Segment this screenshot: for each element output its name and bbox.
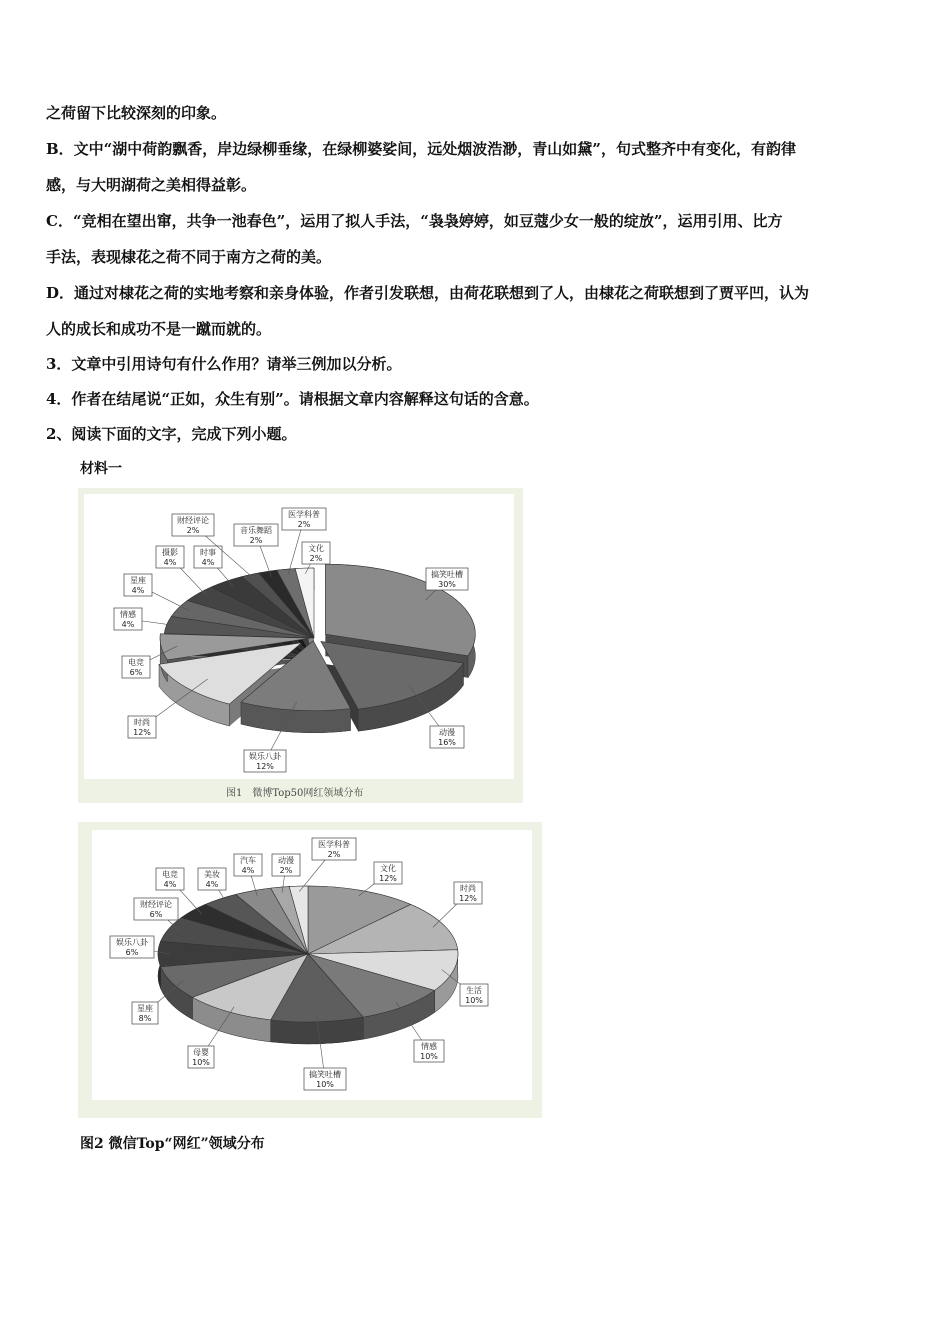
c2-label-value-7: 6% — [125, 948, 139, 957]
c2-label-name-10: 美妆 — [204, 870, 220, 879]
c2-label-name-12: 动漫 — [278, 856, 294, 865]
c2-label-value-4: 10% — [316, 1080, 334, 1089]
c1-label-name-5: 情感 — [120, 610, 136, 619]
c1-label-name-0: 搞笑吐槽 — [431, 570, 463, 579]
weibo-pie-chart — [78, 488, 523, 803]
c2-label-name-7: 娱乐八卦 — [116, 938, 148, 947]
paragraph-4: C．“竞相在望出窜，共争一池春色”，运用了拟人手法，“袅袅婷婷，如豆蔻少女一般的绽放”，运用引用、比方 — [46, 212, 783, 230]
c2-label-name-6: 星座 — [137, 1004, 153, 1013]
c2-label-name-4: 搞笑吐槽 — [309, 1070, 341, 1079]
c1-label-value-4: 6% — [129, 668, 143, 677]
c1-label-name-8: 时事 — [200, 548, 216, 557]
c2-label-name-0: 文化 — [380, 864, 396, 873]
c2-label-value-0: 12% — [379, 874, 397, 883]
c1-label-value-7: 4% — [163, 558, 177, 567]
c2-label-name-2: 生活 — [466, 986, 482, 995]
c1-label-value-1: 16% — [438, 738, 456, 747]
material-label: 材料一 — [80, 461, 122, 477]
c2-label-value-12: 2% — [279, 866, 293, 875]
paragraph-2: B．文中“湖中荷韵飘香，岸边绿柳垂缘，在绿柳婆娑间，远处烟波浩渺，青山如黛”，句式整齐中有变化，有韵律 — [46, 140, 796, 158]
c1-label-name-9: 财经评论 — [177, 516, 209, 525]
c1-label-value-6: 4% — [131, 586, 145, 595]
c2-label-value-3: 10% — [420, 1052, 438, 1061]
c2-label-value-13: 2% — [327, 850, 341, 859]
c1-label-value-3: 12% — [133, 728, 151, 737]
c2-label-value-8: 6% — [149, 910, 163, 919]
c1-label-name-2: 娱乐八卦 — [249, 752, 281, 761]
c2-label-name-8: 财经评论 — [140, 900, 172, 909]
c1-label-value-9: 2% — [186, 526, 200, 535]
figure-2-caption: 图2 微信Top“网红”领域分布 — [80, 1136, 265, 1152]
c1-label-value-5: 4% — [121, 620, 135, 629]
c2-label-name-5: 母婴 — [193, 1048, 209, 1057]
c2-label-value-5: 10% — [192, 1058, 210, 1067]
c1-label-name-11: 医学科普 — [288, 510, 320, 519]
c1-label-name-6: 星座 — [130, 576, 146, 585]
paragraph-10: 2、阅读下面的文字，完成下列小题。 — [46, 425, 297, 443]
c1-label-value-11: 2% — [297, 520, 311, 529]
c1-label-value-2: 12% — [256, 762, 274, 771]
figure-1-caption: 图1 微博Top50网红领域分布 — [226, 788, 364, 799]
c2-label-name-1: 时尚 — [460, 884, 476, 893]
c1-label-name-7: 摄影 — [162, 548, 178, 557]
paragraph-9: 4．作者在结尾说“正如，众生有别”。请根据文章内容解释这句话的含意。 — [46, 390, 539, 408]
c2-label-name-11: 汽车 — [240, 856, 256, 865]
c2-label-name-9: 电竞 — [162, 870, 178, 879]
c2-label-name-3: 情感 — [421, 1042, 437, 1051]
c1-label-value-8: 4% — [201, 558, 215, 567]
c1-label-name-1: 动漫 — [439, 728, 455, 737]
paragraph-7: 人的成长和成功不是一蹴而就的。 — [46, 320, 272, 338]
figure-1 — [78, 488, 523, 803]
c1-label-value-10: 2% — [249, 536, 263, 545]
paragraph-1: 之荷留下比较深刻的印象。 — [46, 104, 227, 122]
c2-label-value-11: 4% — [241, 866, 255, 875]
figure-2 — [78, 822, 542, 1118]
c2-label-name-13: 医学科普 — [318, 840, 350, 849]
c1-label-name-3: 时尚 — [134, 718, 150, 727]
c2-label-value-6: 8% — [138, 1014, 152, 1023]
c1-label-value-0: 30% — [438, 580, 456, 589]
c1-label-value-12: 2% — [309, 554, 323, 563]
c2-label-value-9: 4% — [163, 880, 177, 889]
c2-label-value-1: 12% — [459, 894, 477, 903]
wechat-pie-chart — [78, 822, 542, 1118]
c1-label-name-4: 电竞 — [128, 658, 144, 667]
paragraph-5: 手法，表现棣花之荷不同于南方之荷的美。 — [46, 248, 332, 266]
paragraph-3: 感，与大明湖荷之美相得益彰。 — [46, 176, 257, 194]
paragraph-6: D．通过对棣花之荷的实地考察和亲身体验，作者引发联想，由荷花联想到了人，由棣花之荷联想到了贾平凹，认为 — [46, 284, 810, 302]
paragraph-8: 3．文章中引用诗句有什么作用？请举三例加以分析。 — [46, 355, 402, 373]
c2-label-value-2: 10% — [465, 996, 483, 1005]
c1-label-name-12: 文化 — [308, 544, 324, 553]
c1-label-name-10: 音乐舞蹈 — [240, 526, 272, 535]
c2-label-value-10: 4% — [205, 880, 219, 889]
